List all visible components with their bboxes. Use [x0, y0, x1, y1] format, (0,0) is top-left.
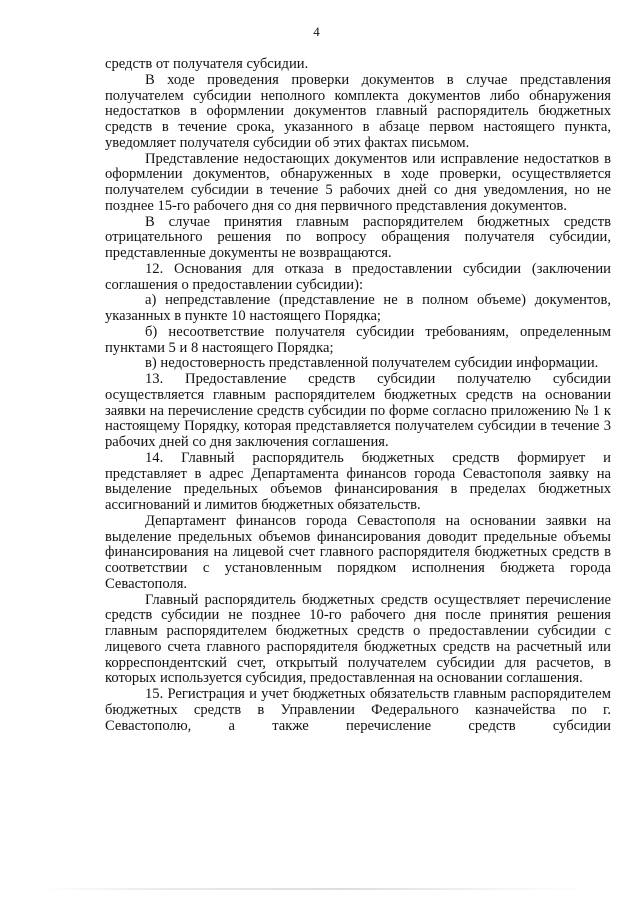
document-body	[105, 57, 611, 734]
paragraph-item-13: 13. Предоставление средств субсидии получателю субсидии осуществляется главным распорядителем бюджетных средств на основании заявки на перечисление средств субсидии по форме согласно приложению № 1 к настоящему Порядку, которая представляется получателем субсидии в течение 3 рабочих дней со дня заключения соглашения.	[105, 371, 611, 450]
scan-edge-artifact	[40, 888, 593, 890]
list-item-b: б) несоответствие получателя субсидии требованиям, определенным пунктами 5 и 8 настоящего Порядка;	[105, 323, 611, 356]
paragraph-finance-department: Департамент финансов города Севастополя на основании заявки на выделение предельных объемов финансирования доводит предельные объемы финансирования на лицевой счет главного распорядителя бюджетных средств в соответствии с установленным порядком исполнения бюджета города Севастополя.	[105, 512, 611, 592]
list-item-v: в) недостоверность представленной получателем субсидии информации.	[145, 355, 599, 372]
paragraph-missing-documents: Представление недостающих документов или исправление недостатков в оформлении документов, обнаруженных в ходе проверки, осуществляется получателем субсидии в течение 5 рабочих дней со дня уведомления, но не позднее 15-го рабочего дня со дня первичного представления документов.	[105, 150, 611, 214]
list-item-a: а) непредставление (представление не в полном объеме) документов, указанных в пункте 10 настоящего Порядка;	[105, 292, 611, 324]
page-number: 4	[313, 24, 320, 39]
paragraph-item-12: 12. Основания для отказа в предоставлении субсидии (заключении соглашения о предоставлении субсидии):	[105, 260, 611, 293]
paragraph-continuation: средств от получателя субсидии.	[105, 56, 309, 72]
paragraph-item-14: 14. Главный распорядитель бюджетных средств формирует и представляет в адрес Департамента финансов города Севастополя заявку на выделение предельных объемов финансирования в пределах бюджетных ассигнований и лимитов бюджетных обязательств.	[105, 449, 611, 513]
paragraph-document-check: В ходе проведения проверки документов в случае представления получателем субсидии неполного комплекта документов либо обнаружения недостатков в оформлении документов главный распорядитель бюджетных средств в течение срока, указанного в абзаце первом настоящего пункта, уведомляет получателя субсидии об этих фактах письмом.	[105, 71, 611, 151]
paragraph-transfer-funds: Главный распорядитель бюджетных средств осуществляет перечисление средств субсидии не позднее 10-го рабочего дня после принятия решения главным распорядителем бюджетных средств о предоставлении субсидии с лицевого счета главного распорядителя бюджетных средств на расчетный или корреспондентский счет, открытый получателем субсидии для расчетов, в которых используется субсидия, предоставленная на основании соглашения.	[105, 591, 611, 687]
paragraph-negative-decision: В случае принятия главным распорядителем бюджетных средств отрицательного решения по вопросу обращения получателя субсидии, представленные документы не возвращаются.	[105, 213, 611, 261]
paragraph-item-15: 15. Регистрация и учет бюджетных обязательств главным распорядителем бюджетных средств в Управлении Федерального казначейства по г. Севастополю, а также перечисление средств субсидии	[105, 686, 611, 734]
